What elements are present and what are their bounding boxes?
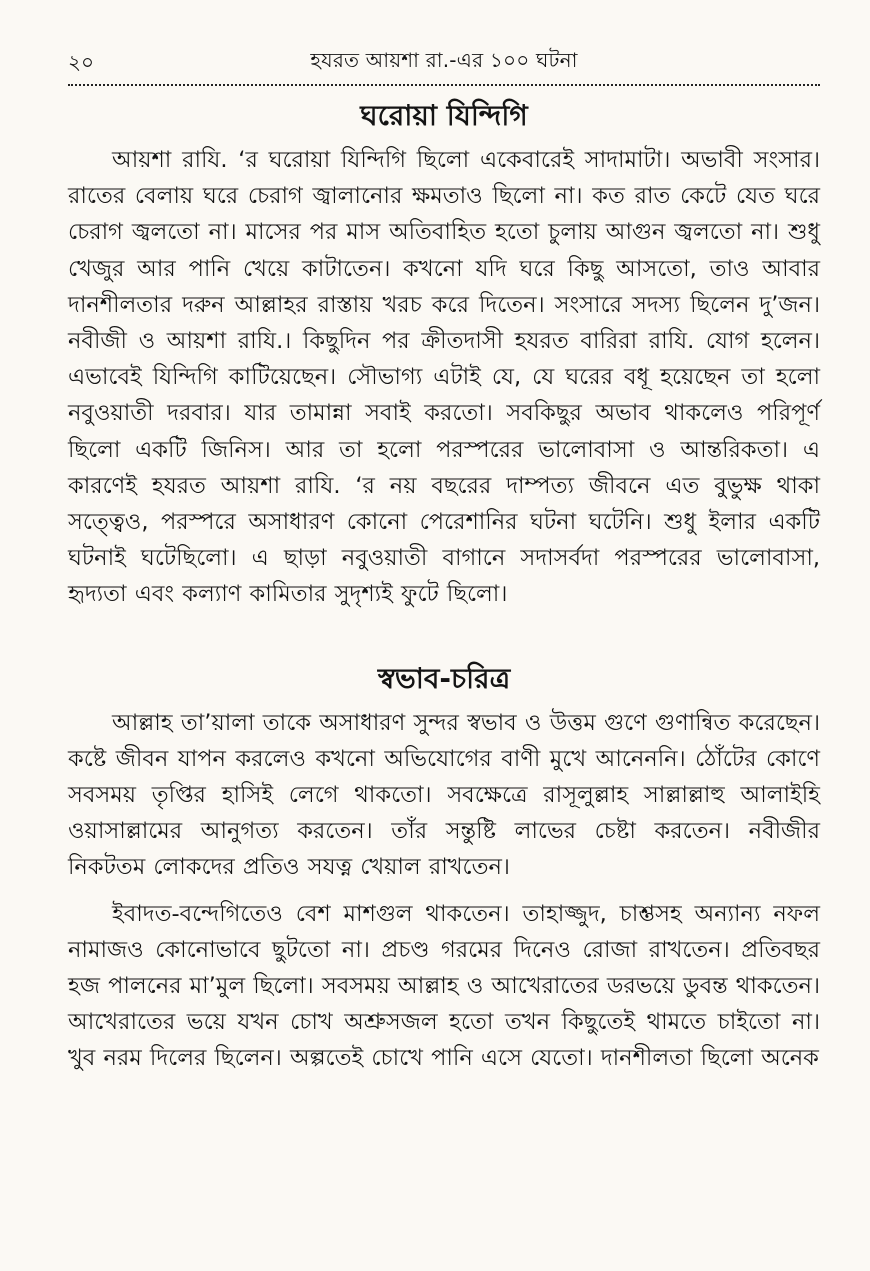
paragraph: আয়শা রাযি. ‘র ঘরোয়া যিন্দিগি ছিলো একেবারেই সাদামাটা। অভাবী সংসার। রাতের বেলায় ঘরে চেরাগ জ্বালানোর ক্ষমতাও ছিলো না। কত রাত কেটে যেত ঘরে চেরাগ জ্বলতো না। মাসের পর মাস অতিবাহিত হতো চুলায় আগুন জ্বলতো না। শুধু খেজুর আর পানি খেয়ে কাটাতেন। কখনো যদি ঘরে কিছু আসতো, তাও আবার দানশীলতার দরুন আল্লাহর রাস্তায় খরচ করে দিতেন। সংসারে সদস্য ছিলেন দু’জন। নবীজী ও আয়শা রাযি.। কিছুদিন পর ক্রীতদাসী হযরত বারিরা রাযি. যোগ হলেন। এভাবেই যিন্দিগি কাটিয়েছেন। সৌভাগ্য এটাই যে, যে ঘরের বধূ হয়েছেন তা হলো নবুওয়াতী দরবার। যার তামান্না সবাই করতো। সবকিছুর অভাব থাকলেও পরিপূর্ণ ছিলো একটি জিনিস। আর তা হলো পরস্পরের ভালোবাসা ও আন্তরিকতা। এ কারণেই হযরত আয়শা রাযি. ‘র নয় বছরের দাম্পত্য জীবনে এত বুভুক্ষ থাকা সত্ত্বেও, পরস্পরে অসাধারণ কোনো পেরেশানির ঘটনা ঘটেনি। শুধু ইলার একটি ঘটনাই ঘটেছিলো। এ ছাড়া নবুওয়াতী বাগানে সদাসর্বদা পরস্পরের ভালোবাসা, হৃদ্যতা এবং কল্যাণ কামিতার সুদৃশ্যই ফুটে ছিলো। [68, 147, 820, 608]
section-home-life [68, 96, 820, 613]
section-character [68, 659, 820, 1077]
paragraph: আল্লাহ তা’য়ালা তাকে অসাধারণ সুন্দর স্বভাব ও উত্তম গুণে গুণান্বিত করেছেন। কষ্টে জীবন যাপন করলেও কখনো অভিযোগের বাণী মুখে আনেননি। ঠোঁটের কোণে সবসময় তৃপ্তির হাসিই লেগে থাকতো। সবক্ষেত্রে রাসূলুল্লাহ সাল্লাল্লাহু আলাইহি ওয়াসাল্লামের আনুগত্য করতেন। তাঁর সন্তুষ্টি লাভের চেষ্টা করতেন। নবীজীর নিকটতম লোকদের প্রতিও সযত্ন খেয়াল রাখতেন। [68, 709, 820, 881]
page-number: ২০ [68, 50, 95, 74]
running-header [68, 42, 820, 86]
header-dotted-rule [68, 84, 820, 86]
running-title: হযরত আয়শা রা.-এর ১০০ ঘটনা [310, 48, 578, 72]
section-heading: ঘরোয়া যিন্দিগি [360, 99, 528, 132]
section-heading: স্বভাব-চরিত্র [377, 661, 511, 695]
paragraph: ইবাদত-বন্দেগিতেও বেশ মাশগুল থাকতেন। তাহাজ্জুদ, চাশ্তসহ অন্যান্য নফল নামাজও কোনোভাবে ছুটতো না। প্রচণ্ড গরমের দিনেও রোজা রাখতেন। প্রতিবছর হজ পালনের মা’মুল ছিলো। সবসময় আল্লাহ ও আখেরাতের ডরভয়ে ডুবন্ত থাকতেন। আখেরাতের ভয়ে যখন চোখ অশ্রুসজল হতো তখন কিছুতেই থামতে চাইতো না। খুব নরম দিলের ছিলেন। অল্পতেই চোখে পানি এসে যেতো। দানশীলতা ছিলো অনেক [68, 900, 820, 1072]
